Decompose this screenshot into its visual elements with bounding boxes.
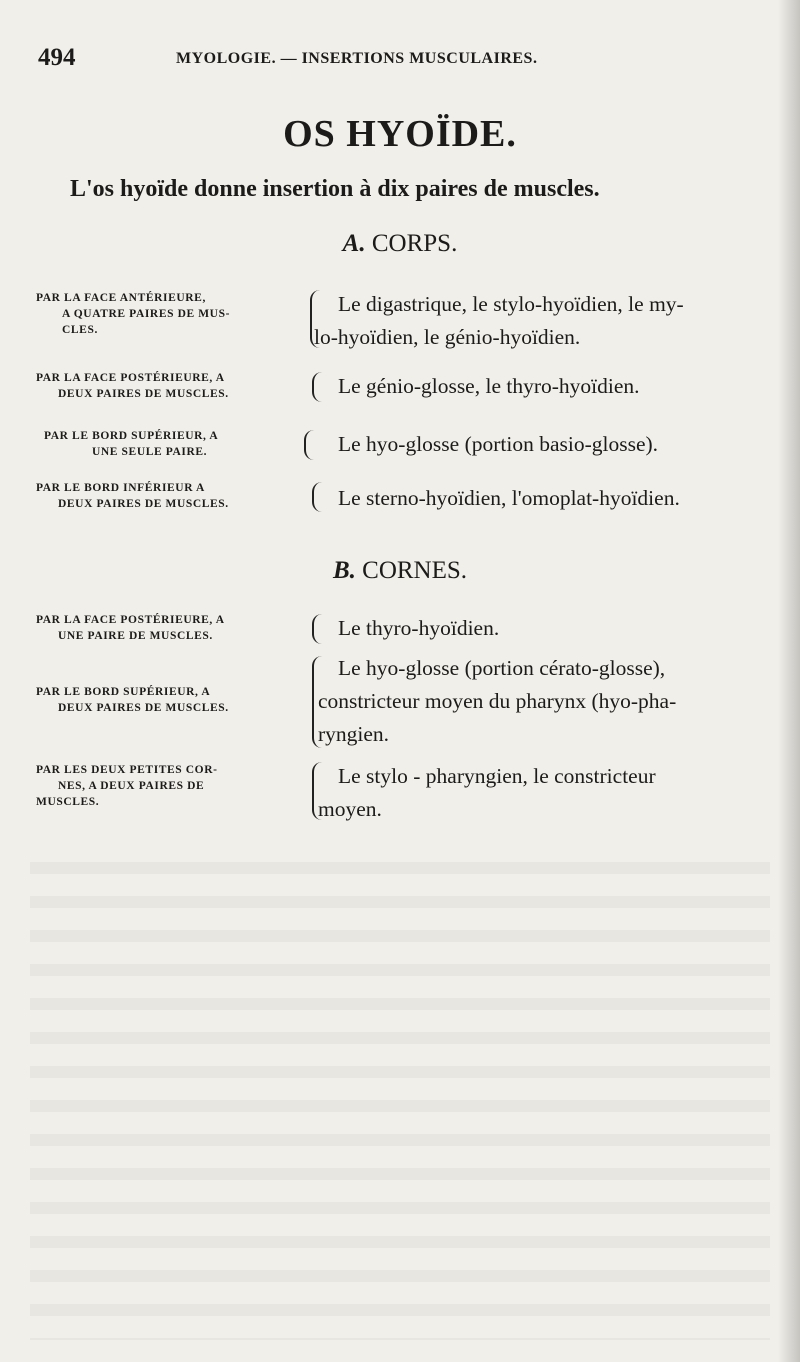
row-text: Le digastrique, le stylo-hyoïdien, le my- lo-hyoïdien, le génio-hyoïdien. [314, 292, 684, 349]
section-heading-cornes [0, 557, 800, 585]
show-through-area [30, 840, 770, 1340]
insertion-row [36, 428, 760, 468]
row-text: Le hyo-glosse (portion cérato-glosse), constricteur moyen du pharynx (hyo-pha- ryngien. [318, 656, 677, 746]
running-title: MYOLOGIE. — INSERTIONS MUSCULAIRES. [176, 50, 538, 67]
running-head [38, 44, 778, 74]
insertion-row [36, 760, 760, 824]
row-label: PAR LE BORD SUPÉRIEUR, A DEUX PAIRES DE MUSCLES. [36, 686, 229, 714]
insertion-row [36, 288, 760, 358]
page-number: 494 [38, 44, 76, 71]
binding-shadow [778, 0, 800, 1362]
row-label: PAR LA FACE ANTÉRIEURE, A QUATRE PAIRES DE MUS- CLES. [36, 292, 230, 336]
brace [312, 482, 328, 512]
insertion-row [36, 480, 760, 520]
insertion-row [36, 652, 760, 752]
page-title: OS HYOÏDE. [283, 113, 517, 155]
row-text: Le hyo-glosse (portion basio-glosse). [338, 432, 659, 456]
brace [312, 614, 328, 644]
row-label: PAR LA FACE POSTÉRIEURE, A DEUX PAIRES DE MUSCLES. [36, 372, 229, 400]
insertion-row [36, 612, 760, 652]
row-label: PAR LE BORD SUPÉRIEUR, A UNE SEULE PAIRE. [44, 430, 219, 458]
intro-sentence: L'os hyoïde donne insertion à dix paires de muscles. [70, 176, 600, 202]
brace [312, 372, 328, 402]
section-letter: B. [332, 557, 356, 584]
row-label: PAR LES DEUX PETITES COR- NES, A DEUX PAIRES DE MUSCLES. [36, 764, 218, 808]
insertion-row [36, 370, 760, 410]
row-text: Le sterno-hyoïdien, l'omoplat-hyoïdien. [338, 486, 680, 510]
brace [304, 430, 320, 460]
row-text: Le génio-glosse, le thyro-hyoïdien. [338, 374, 640, 398]
row-text: Le stylo - pharyngien, le constricteur moyen. [318, 764, 656, 821]
section-title: CORPS. [371, 230, 458, 257]
section-letter: A. [342, 230, 366, 257]
row-text: Le thyro-hyoïdien. [338, 616, 500, 640]
section-title: CORNES. [362, 557, 468, 584]
row-label: PAR LE BORD INFÉRIEUR A DEUX PAIRES DE MUSCLES. [36, 482, 229, 510]
section-heading-corps [0, 230, 800, 258]
row-label: PAR LA FACE POSTÉRIEURE, A UNE PAIRE DE MUSCLES. [36, 614, 225, 642]
